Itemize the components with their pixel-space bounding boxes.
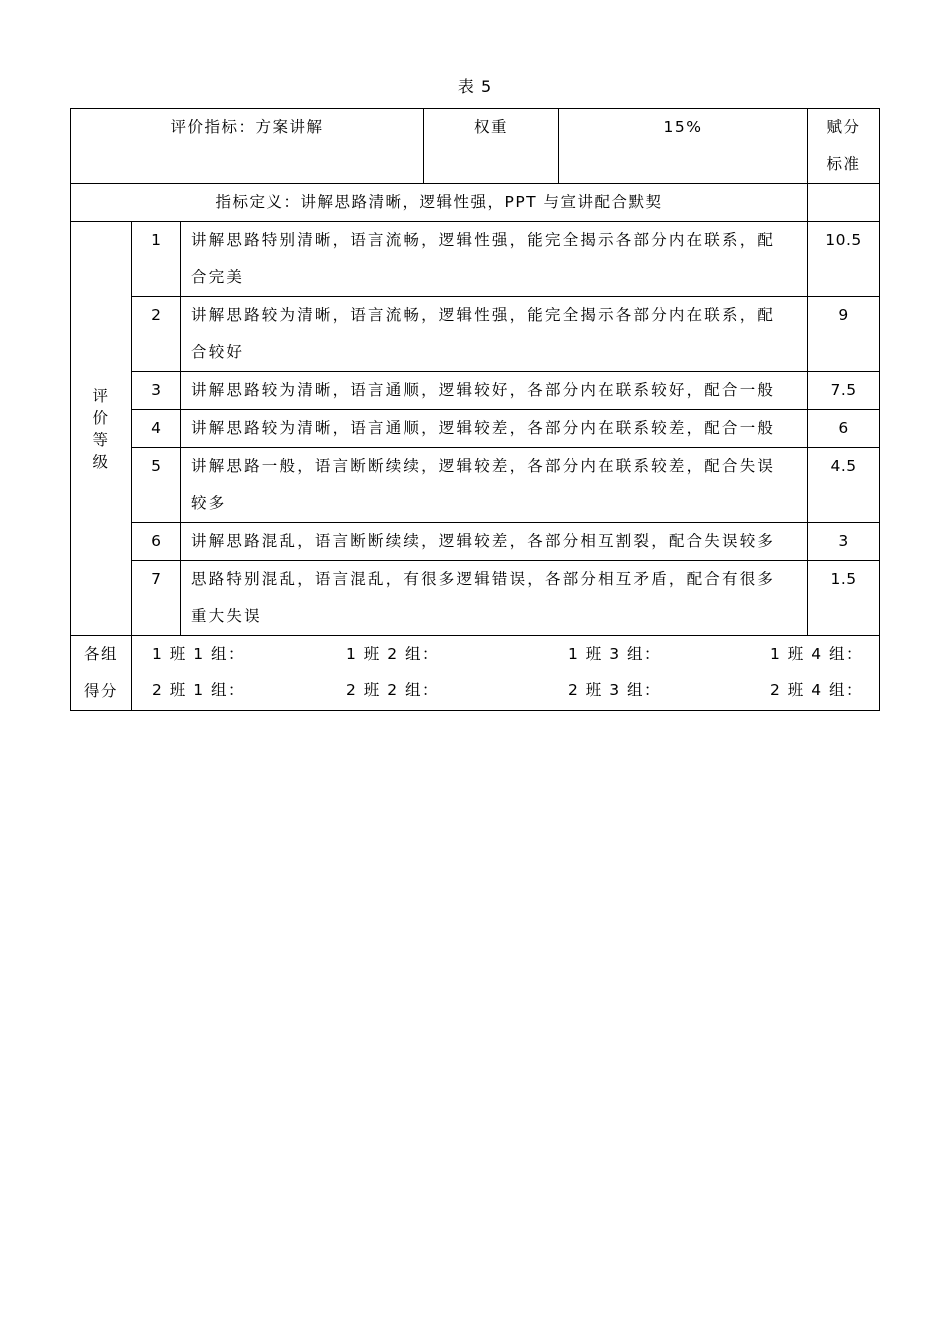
- group-score-field: 1 班 4 组：: [770, 645, 864, 663]
- score-standard-header: [808, 109, 880, 184]
- level-score: 9: [808, 297, 880, 372]
- level-number: 3: [132, 372, 181, 410]
- level-description: [181, 297, 808, 372]
- indicator-text: 评价指标：方案讲解: [170, 118, 324, 136]
- levels-label-char: 评: [92, 386, 110, 405]
- group-score-field: 2 班 3 组：: [568, 681, 662, 699]
- level-description-line2: 合完美: [191, 268, 245, 286]
- group-score-field: 1 班 3 组：: [568, 645, 662, 663]
- weight-label: 权重: [474, 118, 509, 136]
- weight-value-cell: [559, 109, 808, 184]
- level-description: [181, 410, 808, 448]
- level-description-line2: 合较好: [191, 343, 245, 361]
- group-scores-row: [71, 636, 880, 711]
- level-row: [71, 523, 880, 561]
- level-number: 1: [132, 222, 181, 297]
- weight-label-cell: [424, 109, 559, 184]
- level-description-line1: 讲解思路较为清晰，语言通顺，逻辑较好，各部分内在联系较好，配合一般: [191, 381, 776, 399]
- level-number: 7: [132, 561, 181, 636]
- level-description-line1: 讲解思路混乱，语言断断续续，逻辑较差，各部分相互割裂，配合失误较多: [191, 532, 776, 550]
- levels-label-char: 价: [92, 408, 110, 427]
- level-row: [71, 561, 880, 636]
- header-row: [71, 109, 880, 184]
- indicator-cell: [71, 109, 424, 184]
- level-description-line2: 重大失误: [191, 607, 262, 625]
- group-score-field: 2 班 2 组：: [346, 681, 440, 699]
- weight-value: 15%: [663, 118, 703, 136]
- levels-label-char: 等: [92, 430, 110, 449]
- group-score-field: 1 班 1 组：: [152, 645, 246, 663]
- level-description: [181, 561, 808, 636]
- table-caption: 表 5: [457, 77, 493, 96]
- level-description: [181, 372, 808, 410]
- group-scores-label-line2: 得分: [83, 682, 118, 700]
- level-number: 5: [132, 448, 181, 523]
- level-score: 1.5: [808, 561, 880, 636]
- levels-label-char: 级: [92, 452, 110, 471]
- level-description-line2: 较多: [191, 494, 227, 512]
- level-description: [181, 523, 808, 561]
- level-score: 3: [808, 523, 880, 561]
- level-description-line1: 讲解思路较为清晰，语言流畅，逻辑性强，能完全揭示各部分内在联系，配: [191, 306, 776, 324]
- group-score-field: 2 班 1 组：: [152, 681, 246, 699]
- definition-text: 指标定义：讲解思路清晰，逻辑性强，PPT 与宣讲配合默契: [215, 193, 663, 211]
- definition-row: [71, 184, 880, 222]
- group-scores-label: [71, 636, 132, 711]
- level-row: [71, 410, 880, 448]
- levels-label: [71, 222, 132, 636]
- score-standard-line1: 赋分: [826, 118, 861, 136]
- group-scores-label-line1: 各组: [83, 645, 118, 663]
- group-score-field: 1 班 2 组：: [346, 645, 440, 663]
- level-description-line1: 思路特别混乱，语言混乱，有很多逻辑错误，各部分相互矛盾，配合有很多: [191, 570, 776, 588]
- level-description-line1: 讲解思路一般，语言断断续续，逻辑较差，各部分内在联系较差，配合失误: [191, 457, 776, 475]
- definition-score-empty: [808, 184, 880, 222]
- level-score: 10.5: [808, 222, 880, 297]
- level-score: 7.5: [808, 372, 880, 410]
- level-row: [71, 222, 880, 297]
- level-score: 6: [808, 410, 880, 448]
- score-standard-line2: 标准: [826, 155, 861, 173]
- level-score: 4.5: [808, 448, 880, 523]
- group-score-field: 2 班 4 组：: [770, 681, 864, 699]
- level-row: [71, 448, 880, 523]
- level-description: [181, 448, 808, 523]
- level-number: 6: [132, 523, 181, 561]
- level-row: [71, 297, 880, 372]
- group-scores-cell: [132, 636, 880, 711]
- level-description-line1: 讲解思路特别清晰，语言流畅，逻辑性强，能完全揭示各部分内在联系，配: [191, 231, 776, 249]
- level-row: [71, 372, 880, 410]
- level-number: 2: [132, 297, 181, 372]
- definition-cell: [71, 184, 808, 222]
- evaluation-table: [70, 108, 880, 711]
- level-number: 4: [132, 410, 181, 448]
- level-description-line1: 讲解思路较为清晰，语言通顺，逻辑较差，各部分内在联系较差，配合一般: [191, 419, 776, 437]
- level-description: [181, 222, 808, 297]
